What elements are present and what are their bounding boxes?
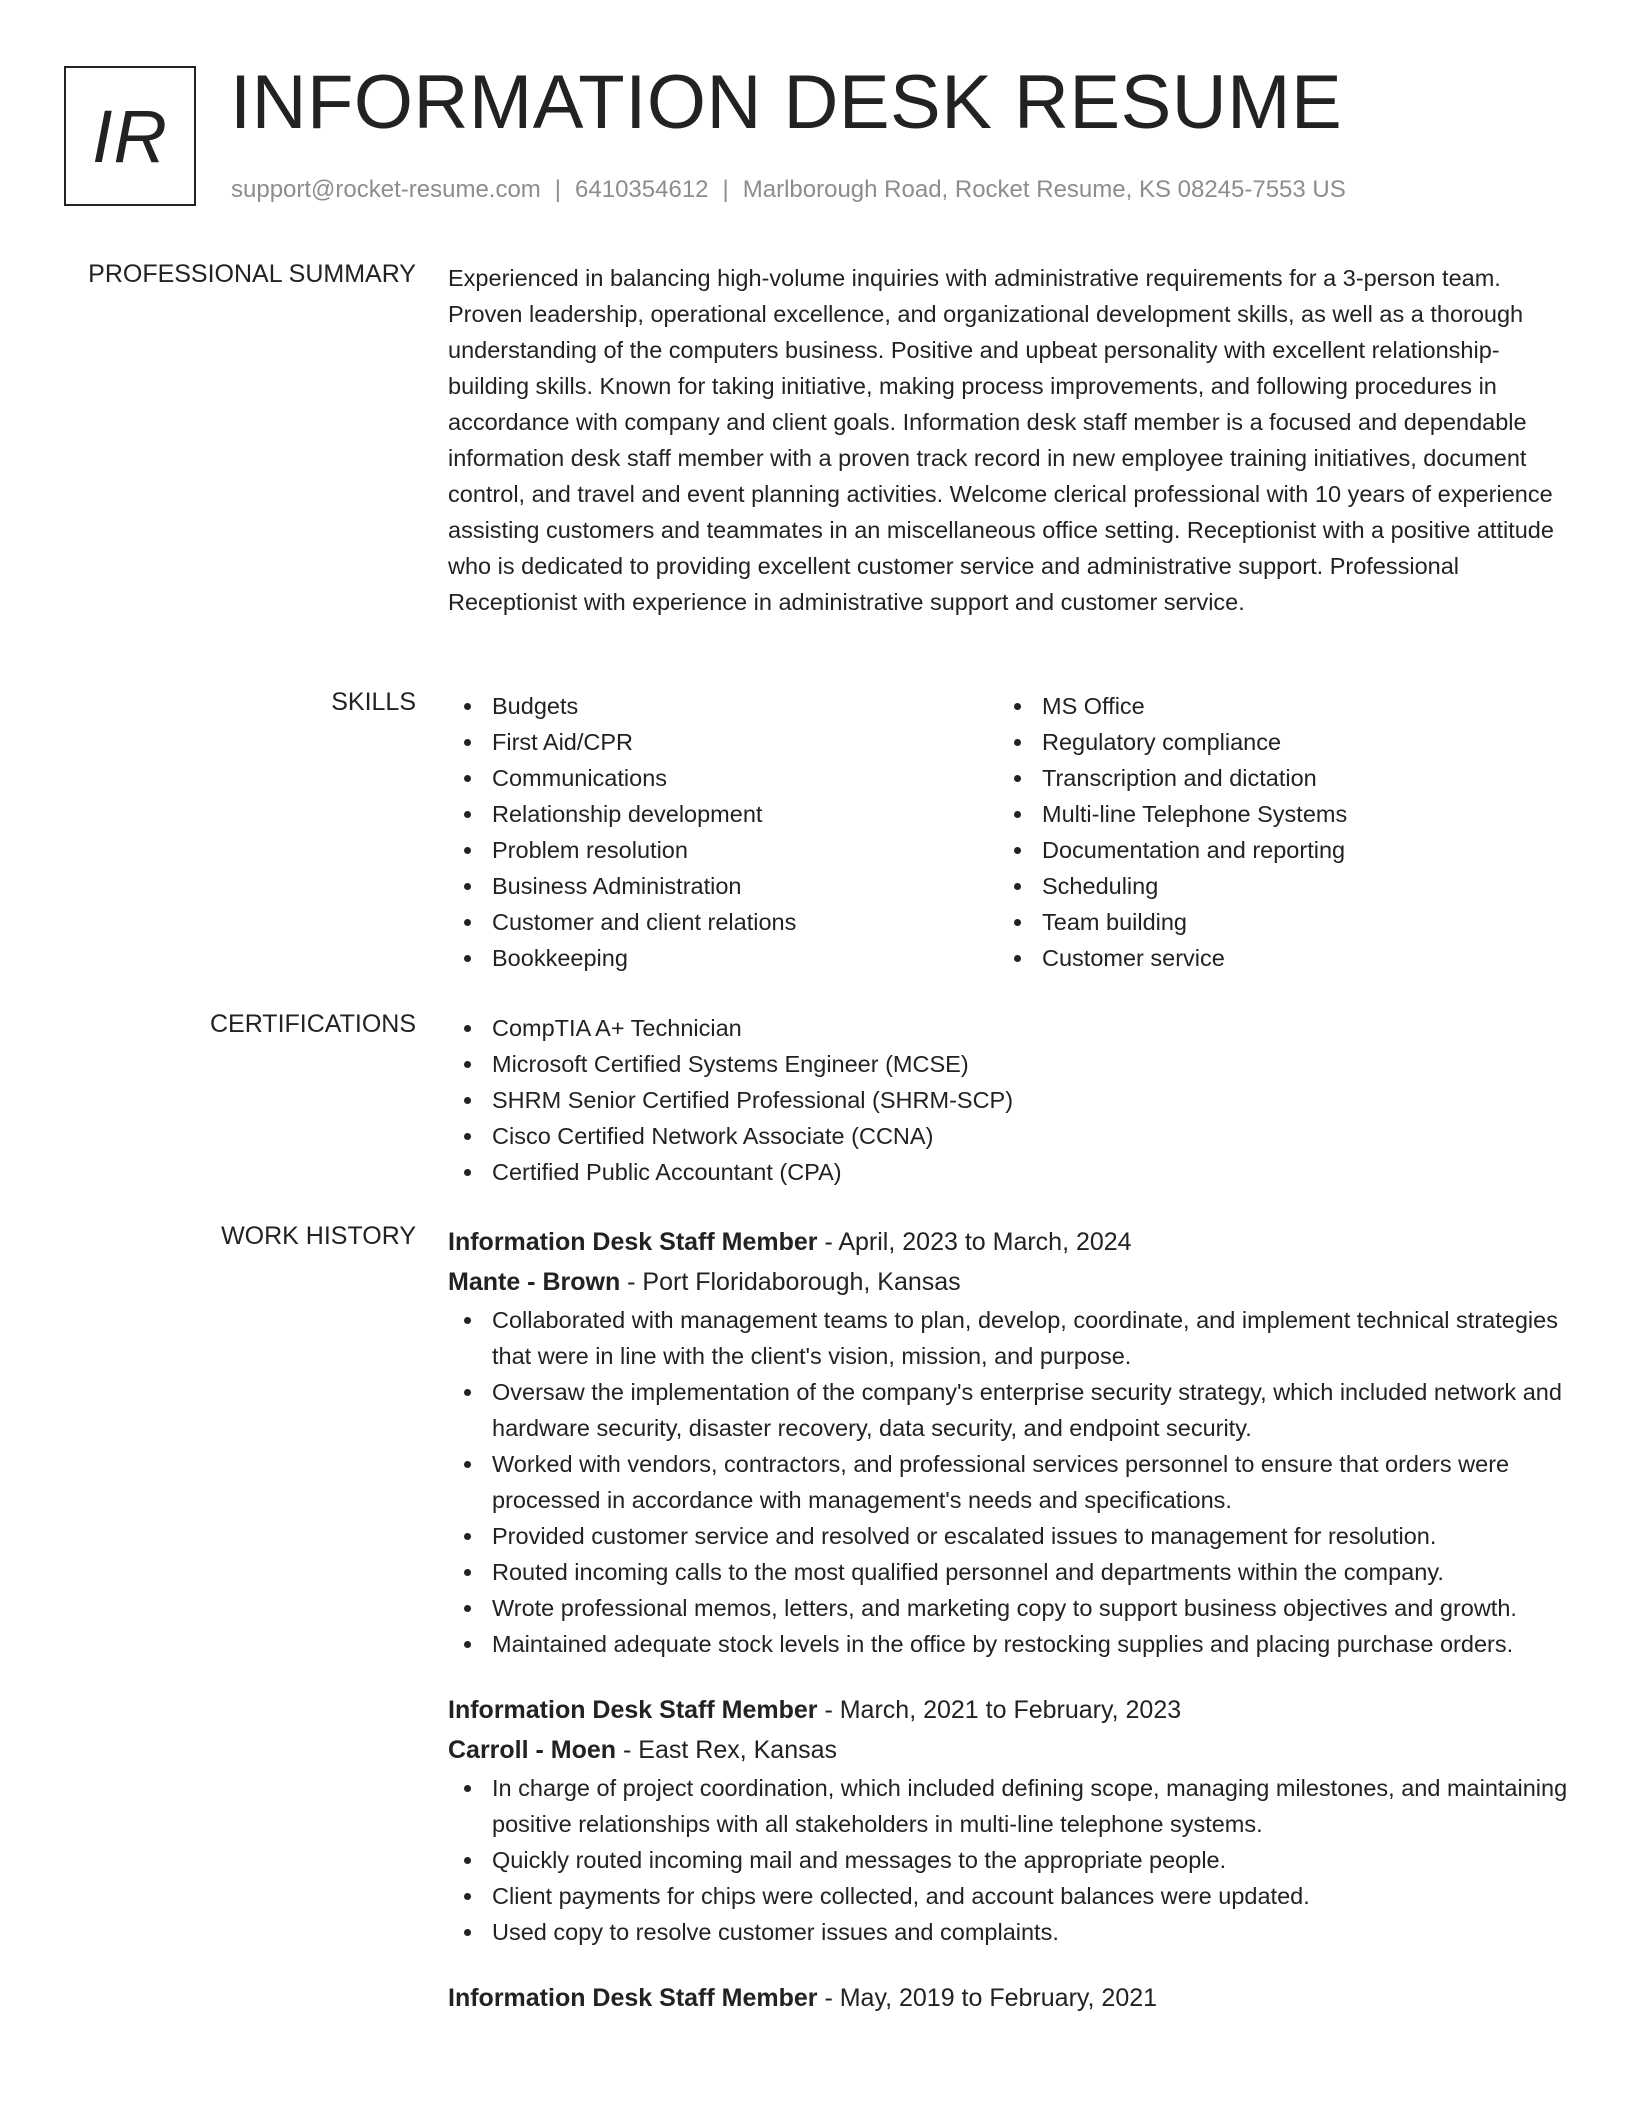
skill-item: First Aid/CPR — [448, 724, 998, 760]
job-duty-item: Routed incoming calls to the most qualified personnel and departments within the company. — [448, 1554, 1568, 1590]
skills-column-left — [448, 688, 998, 976]
skills-column-right — [998, 688, 1548, 976]
job-dates: - April, 2023 to March, 2024 — [817, 1228, 1132, 1256]
job-dates: - May, 2019 to February, 2021 — [817, 1984, 1158, 2012]
resume-title: INFORMATION DESK RESUME — [230, 60, 1343, 145]
skills-body — [448, 688, 1568, 976]
job-duty-item: Wrote professional memos, letters, and marketing copy to support business objectives and growth. — [448, 1590, 1568, 1626]
certification-item: CompTIA A+ Technician — [448, 1010, 1568, 1046]
job-duty-item: Oversaw the implementation of the company's enterprise security strategy, which included network and hardware security, disaster recovery, data security, and endpoint security. — [448, 1374, 1568, 1446]
initials-monogram — [64, 66, 196, 206]
skill-item: Multi-line Telephone Systems — [998, 796, 1548, 832]
job-title: Information Desk Staff Member — [448, 1696, 818, 1724]
job-company-line — [448, 1730, 1568, 1770]
skill-item: Customer and client relations — [448, 904, 998, 940]
job-duty-item: Maintained adequate stock levels in the office by restocking supplies and placing purchase orders. — [448, 1626, 1568, 1662]
certification-item: Certified Public Accountant (CPA) — [448, 1154, 1568, 1190]
job-entry — [448, 1222, 1568, 1662]
contact-phone: 6410354612 — [575, 176, 709, 203]
contact-separator: | — [722, 176, 729, 203]
skill-item: Documentation and reporting — [998, 832, 1548, 868]
skill-item: Transcription and dictation — [998, 760, 1548, 796]
certification-item: SHRM Senior Certified Professional (SHRM-SCP) — [448, 1082, 1568, 1118]
skill-item: Team building — [998, 904, 1548, 940]
work-history-body — [448, 1222, 1568, 2018]
job-company-line — [448, 1262, 1568, 1302]
initials-text: IR — [92, 94, 168, 178]
skill-item: Budgets — [448, 688, 998, 724]
skill-item: MS Office — [998, 688, 1548, 724]
skill-item: Scheduling — [998, 868, 1548, 904]
job-company: Carroll - Moen — [448, 1736, 617, 1764]
skill-item: Problem resolution — [448, 832, 998, 868]
job-entry — [448, 1978, 1568, 2018]
job-duty-item: Quickly routed incoming mail and messages to the appropriate people. — [448, 1842, 1568, 1878]
job-company: Mante - Brown — [448, 1268, 621, 1296]
skill-item: Customer service — [998, 940, 1548, 976]
skill-item: Regulatory compliance — [998, 724, 1548, 760]
job-title: Information Desk Staff Member — [448, 1228, 818, 1256]
job-dates: - March, 2021 to February, 2023 — [817, 1696, 1182, 1724]
certification-item: Microsoft Certified Systems Engineer (MCSE) — [448, 1046, 1568, 1082]
skill-item: Relationship development — [448, 796, 998, 832]
job-duties-list — [448, 1302, 1568, 1662]
skill-item: Communications — [448, 760, 998, 796]
job-duty-item: In charge of project coordination, which included defining scope, managing milestones, and maintaining positive relationships with all stakeholders in multi-line telephone systems. — [448, 1770, 1568, 1842]
certifications-list — [448, 1010, 1568, 1190]
skill-item: Bookkeeping — [448, 940, 998, 976]
contact-line — [231, 176, 1346, 204]
section-label-skills: SKILLS — [331, 688, 416, 716]
job-duties-list — [448, 1770, 1568, 1950]
certifications-body — [448, 1010, 1568, 1190]
job-title-line — [448, 1222, 1568, 1262]
job-title-line — [448, 1978, 1568, 2018]
section-label-summary: PROFESSIONAL SUMMARY — [88, 260, 416, 288]
job-duty-item: Used copy to resolve customer issues and complaints. — [448, 1914, 1568, 1950]
job-duty-item: Provided customer service and resolved or escalated issues to management for resolution. — [448, 1518, 1568, 1554]
contact-separator: | — [554, 176, 562, 203]
job-title: Information Desk Staff Member — [448, 1984, 818, 2012]
job-duty-item: Collaborated with management teams to plan, develop, coordinate, and implement technical strategies that were in line with the client's vision, mission, and purpose. — [448, 1302, 1568, 1374]
job-location: - Port Floridaborough, Kansas — [620, 1268, 961, 1296]
summary-text: Experienced in balancing high-volume inquiries with administrative requirements for a 3-person team. Proven leadership, operational excellence, and organizational development skills, as well as a thorough understanding of the computers business. Positive and upbeat personality with excellent relationship-building skills. Known for taking initiative, making process improvements, and following procedures in accordance with company and client goals. Information desk staff member is a focused and dependable information desk staff member with a proven track record in new employee training initiatives, document control, and travel and event planning activities. Welcome clerical professional with 10 years of experience assisting customers and teammates in an miscellaneous office setting. Receptionist with a positive attitude who is dedicated to providing excellent customer service and administrative support. Professional Receptionist with experience in administrative support and customer service. — [448, 265, 1554, 615]
job-location: - East Rex, Kansas — [616, 1736, 838, 1764]
skill-item: Business Administration — [448, 868, 998, 904]
job-duty-item: Worked with vendors, contractors, and professional services personnel to ensure that orders were processed in accordance with management's needs and specifications. — [448, 1446, 1568, 1518]
summary-body — [448, 260, 1568, 620]
contact-address: Marlborough Road, Rocket Resume, KS 08245-7553 US — [742, 176, 1346, 203]
certification-item: Cisco Certified Network Associate (CCNA) — [448, 1118, 1568, 1154]
job-title-line — [448, 1690, 1568, 1730]
section-label-work-history: WORK HISTORY — [221, 1222, 416, 1250]
contact-email: support@rocket-resume.com — [231, 176, 541, 203]
job-duty-item: Client payments for chips were collected, and account balances were updated. — [448, 1878, 1568, 1914]
section-label-certifications: CERTIFICATIONS — [209, 1010, 416, 1038]
job-entry — [448, 1690, 1568, 1950]
